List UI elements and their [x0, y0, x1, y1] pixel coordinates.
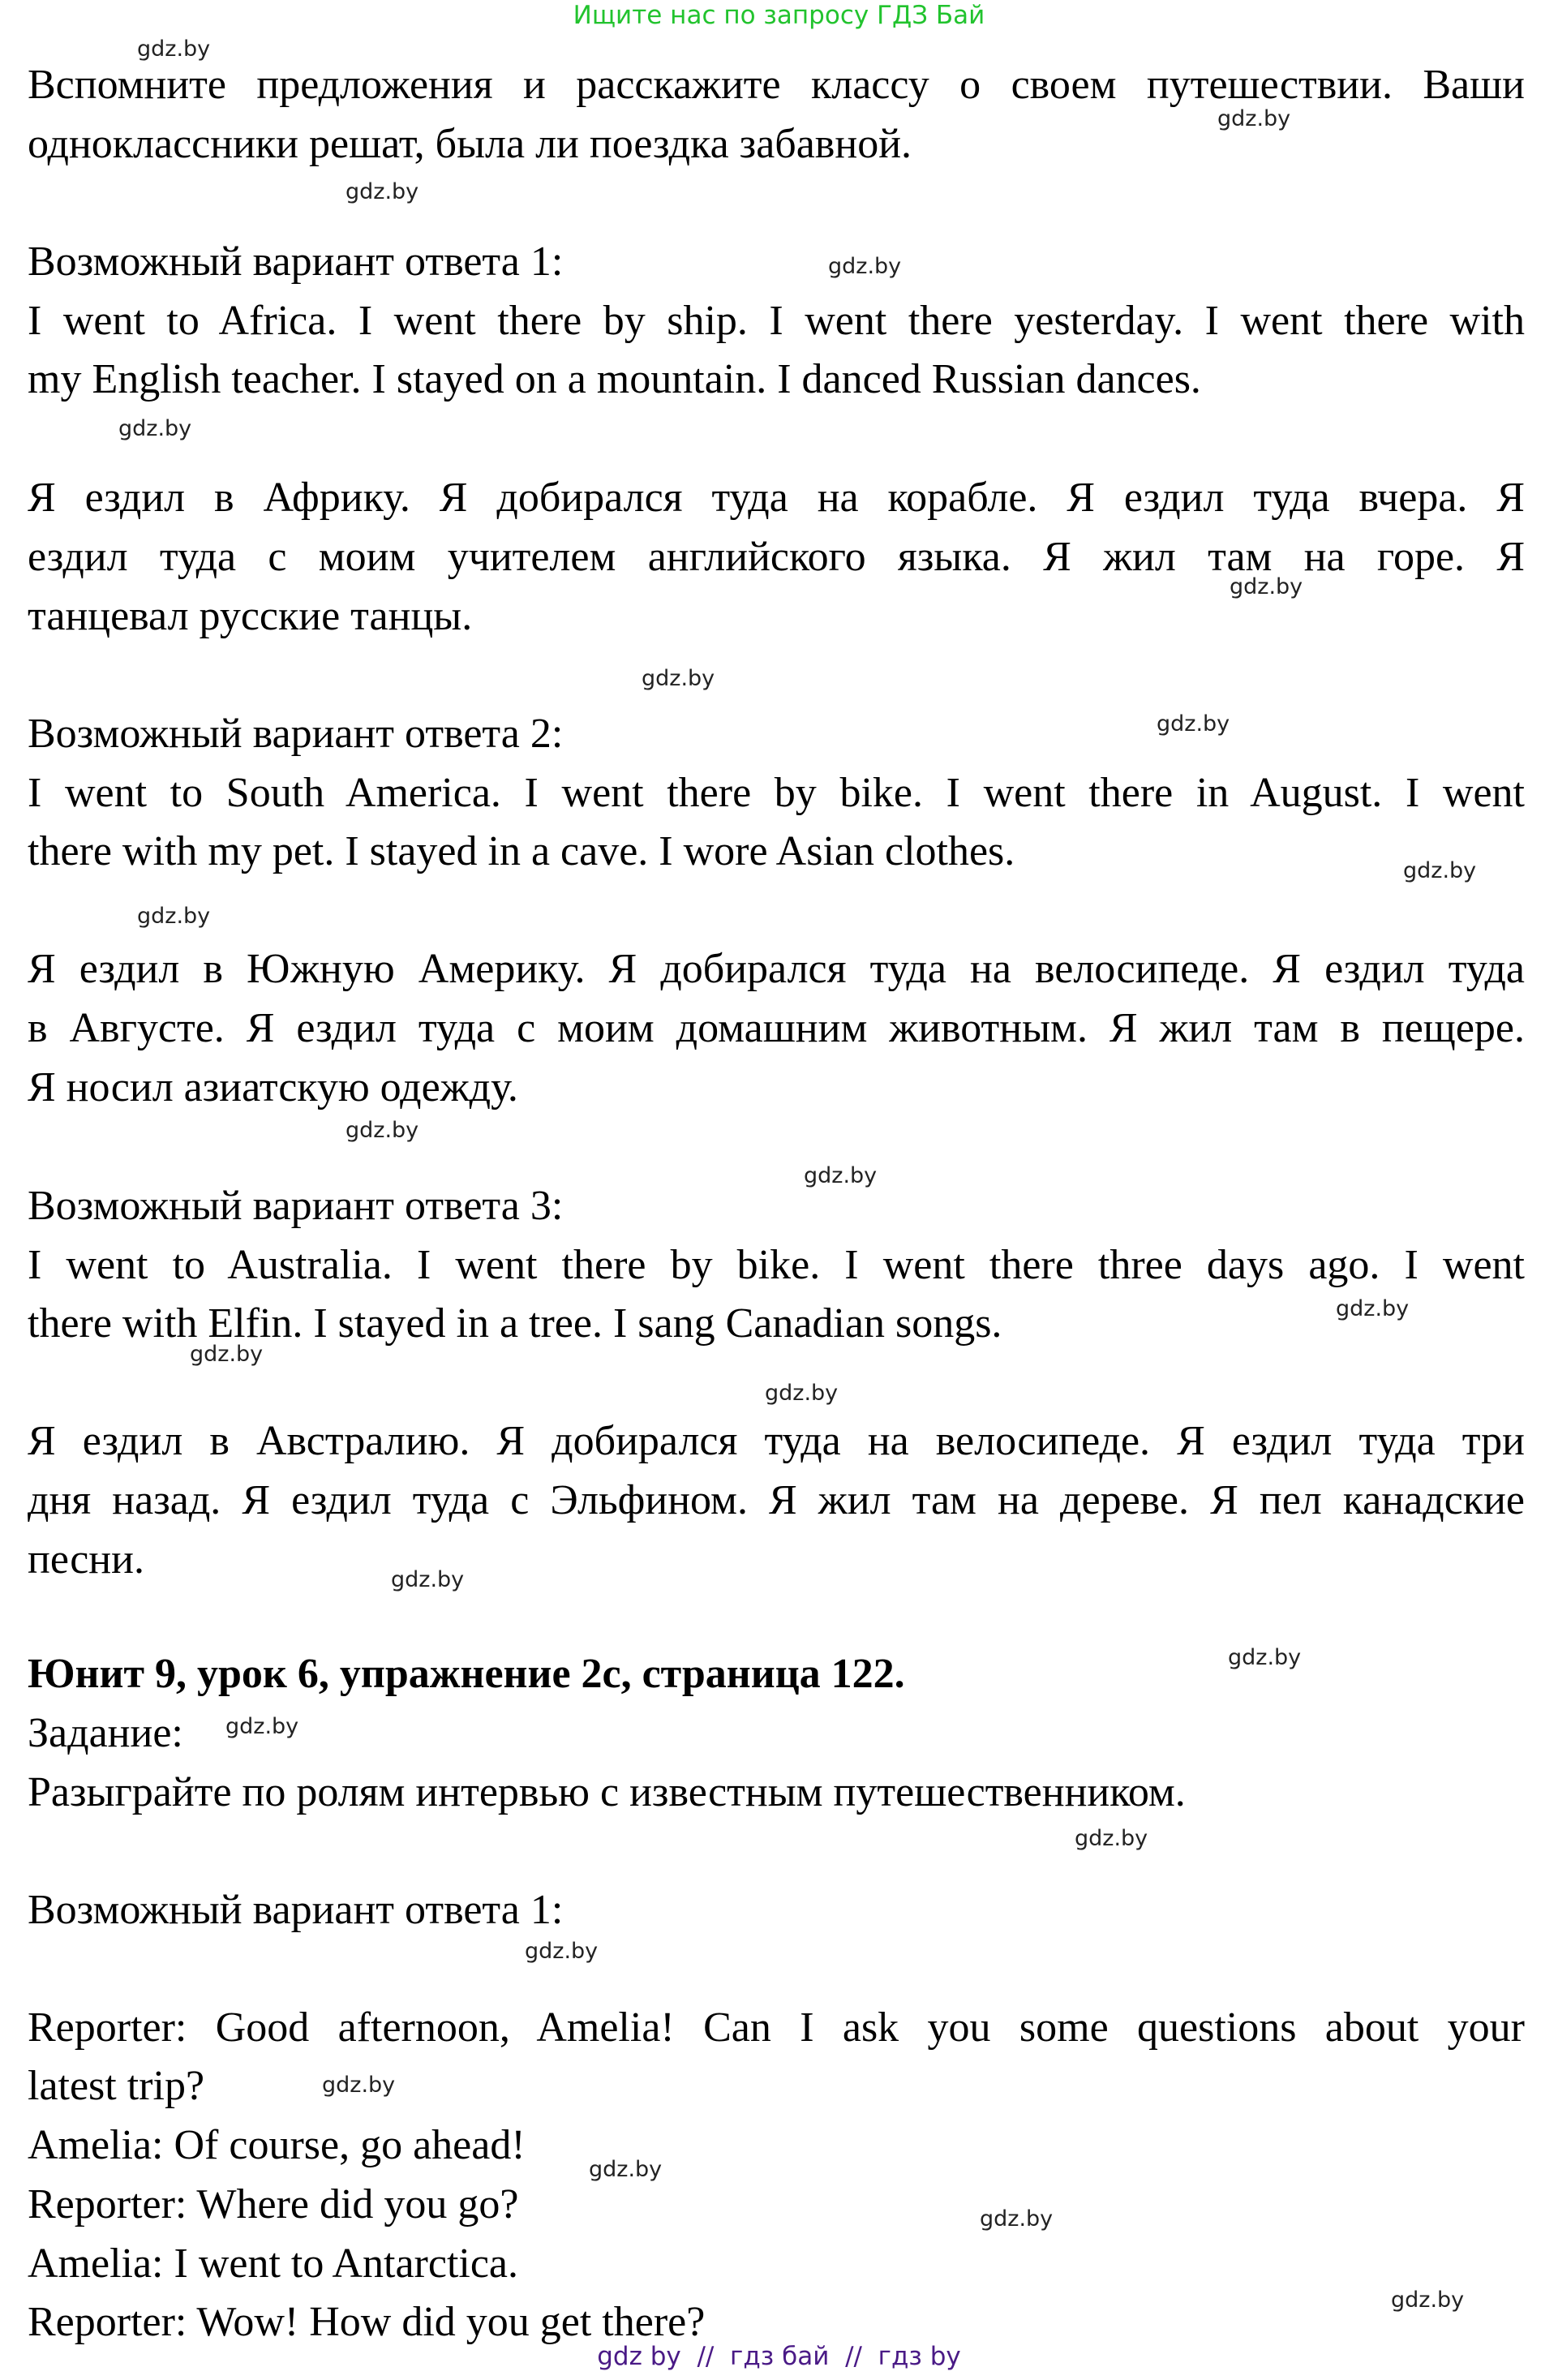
answer-russian-line: Я ездил в Южную Америку. Я добирался туда на велосипеде. Я ездил туда — [28, 946, 1525, 992]
watermark: gdz.by — [137, 37, 211, 62]
answer-label: Возможный вариант ответа 1: — [28, 238, 564, 285]
answer-russian-line: Я носил азиатскую одежду. — [28, 1064, 518, 1111]
dialogue-line: Reporter: Wow! How did you get there? — [28, 2299, 706, 2345]
watermark: gdz.by — [765, 1381, 839, 1406]
answer-english-line: there with Elfin. I stayed in a tree. I sang Canadian songs. — [28, 1300, 1002, 1347]
watermark: gdz.by — [322, 2073, 396, 2098]
watermark: gdz.by — [1075, 1826, 1148, 1851]
watermark: gdz.by — [589, 2157, 663, 2182]
answer-english-line: my English teacher. I stayed on a mountain. I danced Russian dances. — [28, 356, 1201, 402]
answer-russian-line: танцевал русские танцы. — [28, 593, 473, 639]
answer-russian-line: в Августе. Я ездил туда с моим домашним животным. Я жил там в пещере. — [28, 1005, 1525, 1051]
dialogue-line: Amelia: I went to Antarctica. — [28, 2240, 519, 2287]
watermark: gdz.by — [1391, 2288, 1465, 2313]
answer-english-line: there with my pet. I stayed in a cave. I wore Asian clothes. — [28, 828, 1015, 874]
answer-label: Возможный вариант ответа 3: — [28, 1183, 564, 1229]
task-text-line: Вспомните предложения и расскажите классу о своем путешествии. Ваши — [28, 62, 1525, 108]
dialogue-line: Reporter: Good afternoon, Amelia! Can I ask you some questions about your — [28, 2004, 1525, 2051]
dialogue-line: Amelia: Of course, go ahead! — [28, 2122, 526, 2168]
answer-english-line: I went to South America. I went there by bike. I went there in August. I went — [28, 770, 1525, 816]
task-text-line: одноклассники решат, была ли поездка забавной. — [28, 121, 912, 167]
watermark: gdz.by — [190, 1342, 264, 1367]
watermark: gdz.by — [1228, 1645, 1302, 1670]
answer-english-line: I went to Africa. I went there by ship. I went there yesterday. I went there with — [28, 298, 1525, 344]
watermark: gdz.by — [346, 179, 419, 204]
watermark: gdz.by — [525, 1939, 599, 1964]
answer-russian-line: Я ездил в Австралию. Я добирался туда на велосипеде. Я ездил туда три — [28, 1418, 1525, 1464]
watermark: gdz.by — [1403, 858, 1477, 883]
answer-label: Возможный вариант ответа 2: — [28, 711, 564, 757]
answer-russian-line: дня назад. Я ездил туда с Эльфином. Я жил там на дереве. Я пел канадские — [28, 1477, 1525, 1523]
search-hint-banner[interactable]: Ищите нас по запросу ГДЗ Бай — [573, 1, 985, 30]
exercise-heading: Юнит 9, урок 6, упражнение 2c, страница 122. — [28, 1651, 905, 1697]
watermark: gdz.by — [137, 904, 211, 929]
watermark: gdz.by — [346, 1118, 419, 1143]
footer-links[interactable]: gdz by // гдз бай // гдз by — [597, 2342, 961, 2371]
watermark: gdz.by — [1217, 106, 1291, 131]
task-text: Разыграйте по ролям интервью с известным путешественником. — [28, 1769, 1186, 1815]
watermark: gdz.by — [118, 416, 192, 441]
dialogue-line: Reporter: Where did you go? — [28, 2181, 519, 2227]
dialogue-line: latest trip? — [28, 2063, 205, 2109]
answer-russian-line: ездил туда с моим учителем английского языка. Я жил там на горе. Я — [28, 534, 1525, 580]
watermark: gdz.by — [828, 254, 902, 279]
watermark: gdz.by — [804, 1163, 878, 1188]
answer-russian-line: песни. — [28, 1536, 144, 1583]
watermark: gdz.by — [1230, 574, 1303, 599]
watermark: gdz.by — [980, 2206, 1054, 2232]
answer-russian-line: Я ездил в Африку. Я добирался туда на корабле. Я ездил туда вчера. Я — [28, 475, 1525, 521]
watermark: gdz.by — [1157, 711, 1230, 737]
task-label: Задание: — [28, 1710, 183, 1756]
answer-english-line: I went to Australia. I went there by bike. I went there three days ago. I went — [28, 1242, 1525, 1288]
answer-label: Возможный вариант ответа 1: — [28, 1887, 564, 1933]
watermark: gdz.by — [1336, 1296, 1410, 1321]
watermark: gdz.by — [225, 1714, 299, 1739]
watermark: gdz.by — [391, 1567, 465, 1592]
watermark: gdz.by — [642, 666, 715, 691]
